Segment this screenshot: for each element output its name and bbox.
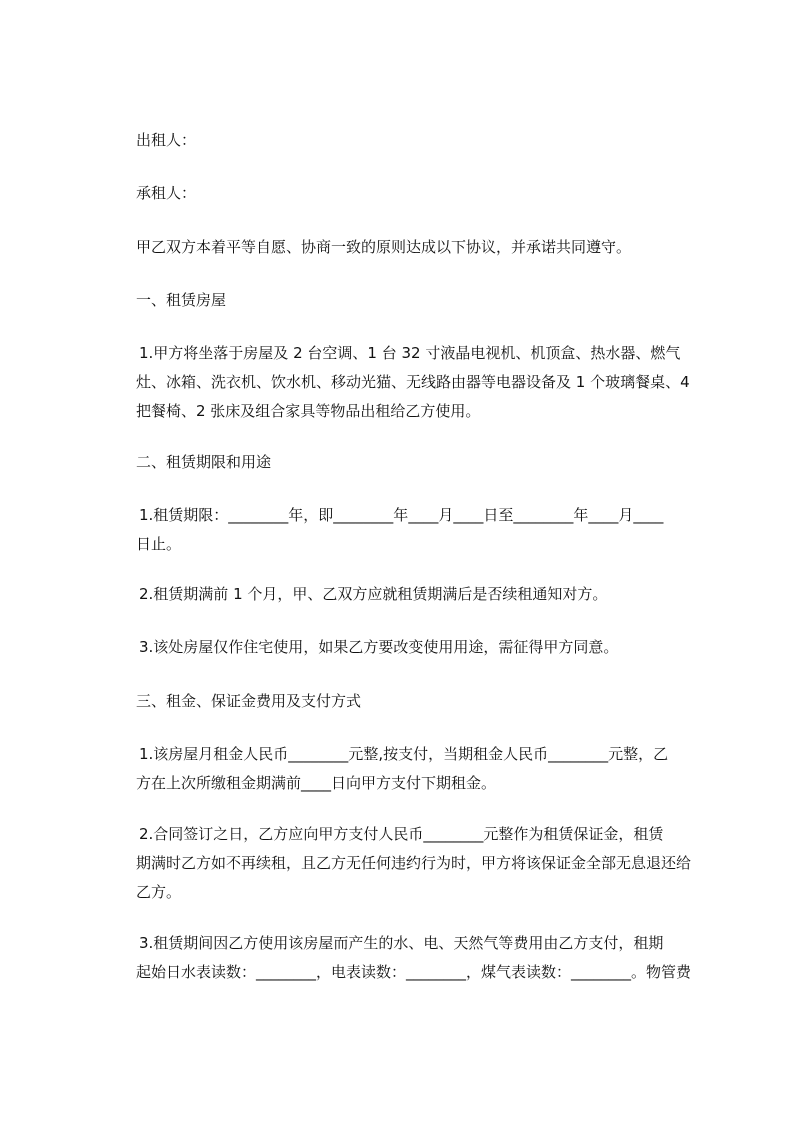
section3-heading	[136, 687, 716, 716]
intro-paragraph	[136, 233, 716, 262]
intro-text: 甲乙双方本着平等自愿、协商一致的原则达成以下协议，并承诺共同遵守。	[136, 238, 632, 256]
section1-item1-line2: 灶、冰箱、洗衣机、饮水机、移动光猫、无线路由器等电器设备及 1 个玻璃餐桌、4	[136, 373, 690, 391]
section3-item2-line1: 2.合同签订之日，乙方应向甲方支付人民币________元整作为租赁保证金，租赁	[139, 825, 664, 843]
section2-item3-text: 3.该处房屋仅作住宅使用，如果乙方要改变使用用途，需征得甲方同意。	[139, 638, 619, 656]
section1-item1	[136, 339, 710, 426]
section3-item3-line1: 3.租赁期间因乙方使用该房屋而产生的水、电、天然气等费用由乙方支付，租期	[139, 934, 664, 952]
section3-item1-line1: 1.该房屋月租金人民币________元整,按支付，当期租金人民币________元整，乙	[139, 745, 669, 763]
section3-item2-line3: 乙方。	[136, 883, 182, 901]
section2-item2	[136, 580, 716, 609]
section2-item1	[136, 501, 710, 559]
lessee-text: 承租人：	[136, 184, 197, 202]
section3-title: 三、租金、保证金费用及支付方式	[136, 692, 362, 710]
section1-title: 一、租赁房屋	[136, 291, 227, 309]
section2-heading	[136, 448, 716, 477]
section2-item3	[136, 633, 716, 662]
section1-heading	[136, 286, 716, 315]
section1-item1-line1: 1.甲方将坐落于房屋及 2 台空调、1 台 32 寸液晶电视机、机顶盒、热水器、燃气	[139, 344, 681, 362]
section3-item3	[136, 929, 710, 987]
section2-item2-text: 2.租赁期满前 1 个月，甲、乙双方应就租赁期满后是否续租通知对方。	[139, 585, 608, 603]
lessor-line	[136, 126, 716, 155]
section3-item2	[136, 820, 710, 907]
section1-item1-line3: 把餐椅、2 张床及组合家具等物品出租给乙方使用。	[136, 402, 481, 420]
section2-item1-line1: 1.租赁期限：________年，即________年____月____日至________年____月____	[139, 506, 664, 524]
section3-item3-line2: 起始日水表读数：________，电表读数：________，煤气表读数：________。物管费	[136, 963, 692, 981]
section2-title: 二、租赁期限和用途	[136, 453, 272, 471]
section2-item1-line2: 日止。	[136, 535, 182, 553]
lessee-line	[136, 179, 716, 208]
section3-item1	[136, 740, 710, 798]
section3-item1-line2: 方在上次所缴租金期满前____日向甲方支付下期租金。	[136, 774, 497, 792]
section3-item2-line2: 期满时乙方如不再续租，且乙方无任何违约行为时，甲方将该保证金全部无息退还给	[136, 854, 692, 872]
lessor-text: 出租人：	[136, 131, 197, 149]
